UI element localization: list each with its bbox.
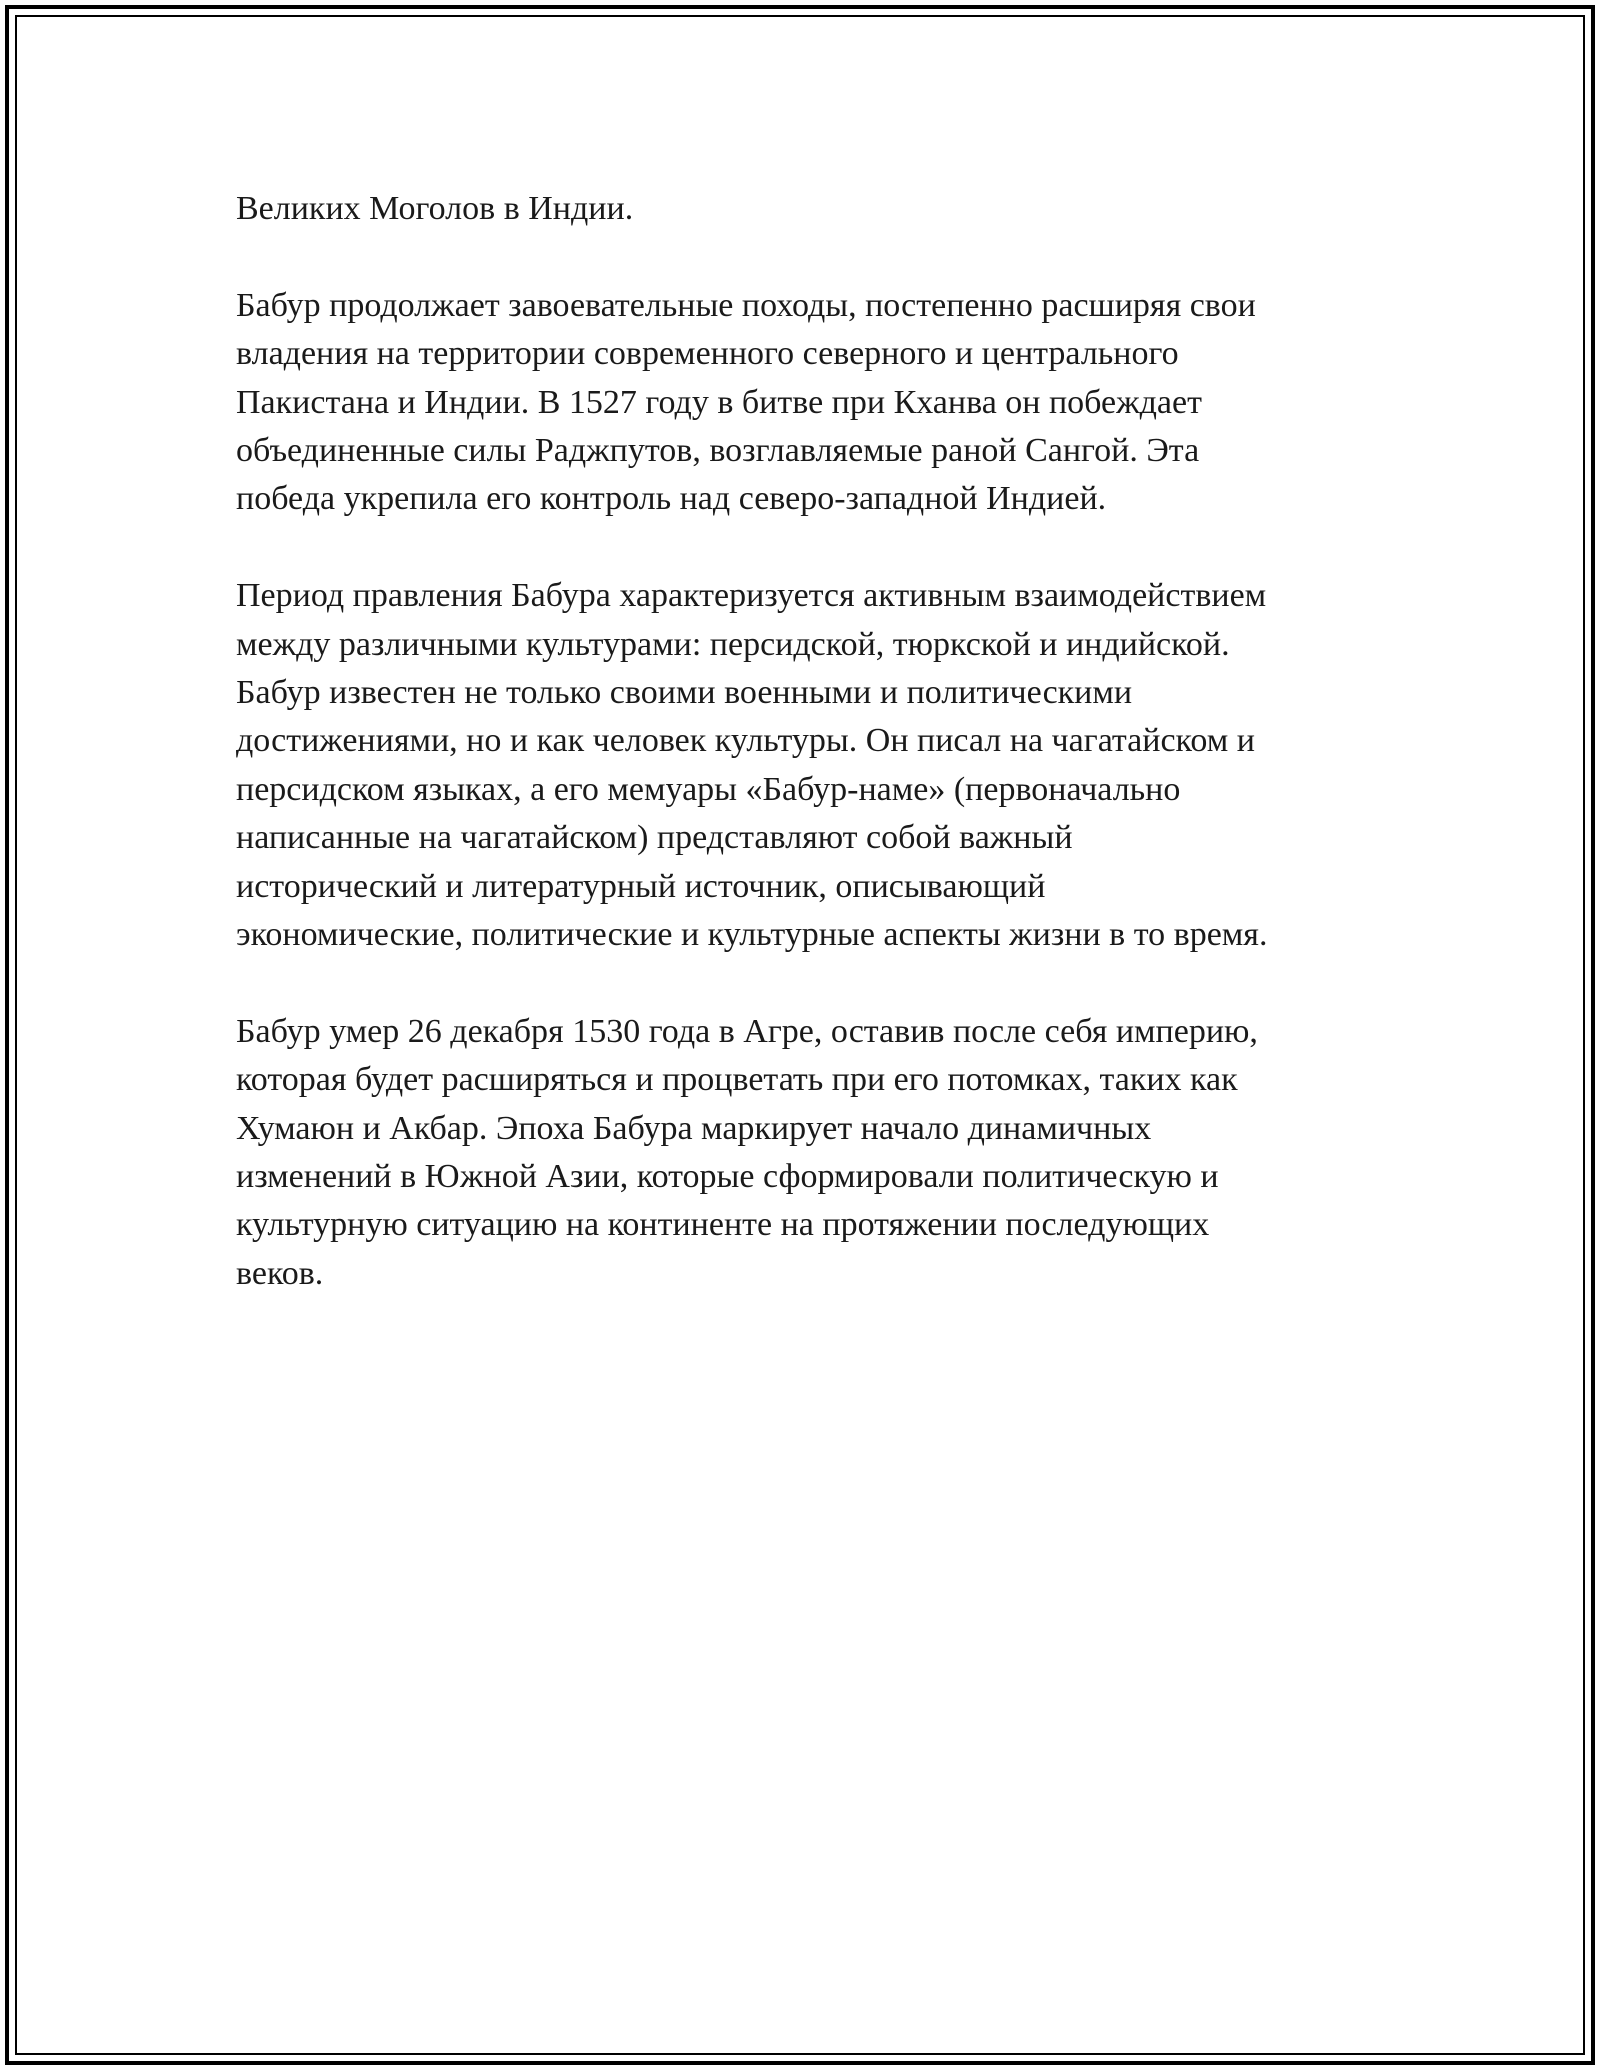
paragraph-intro: Великих Моголов в Индии. bbox=[236, 190, 634, 227]
paragraph-death: Бабур умер 26 декабря 1530 года в Агре, оставив после себя империю, которая будет расширяться и процветать при его потомках, таких как Хумаюн и Акбар. Эпоха Бабура маркирует начало динамичных изменений в Южной Азии, которые сформировали политическую и культурную ситуацию на континенте на протяжении последующих веков. bbox=[236, 1012, 1258, 1292]
paragraph-conquests: Бабур продолжает завоевательные походы, постепенно расширяя свои владения на территории современного северного и центрального Пакистана и Индии. В 1527 году в битве при Кханва он побеждает объединенные силы Раджпутов, возглавляемые раной Сангой. Эта победа укрепила его контроль над северо-западной Индией. bbox=[236, 286, 1256, 518]
document-body bbox=[236, 185, 1376, 1298]
paragraph-culture: Период правления Бабура характеризуется активным взаимодействием между различными культурами: персидской, тюркской и индийской. Бабур известен не только своими военными и политическими достижениями, но и как человек культуры. Он писал на чагатайском и персидском языках, а его мемуары «Бабур-наме» (первоначально написанные на чагатайском) представляют собой важный исторический и литературный источник, описывающий экономические, политические и культурные аспекты жизни в то время. bbox=[236, 577, 1268, 954]
